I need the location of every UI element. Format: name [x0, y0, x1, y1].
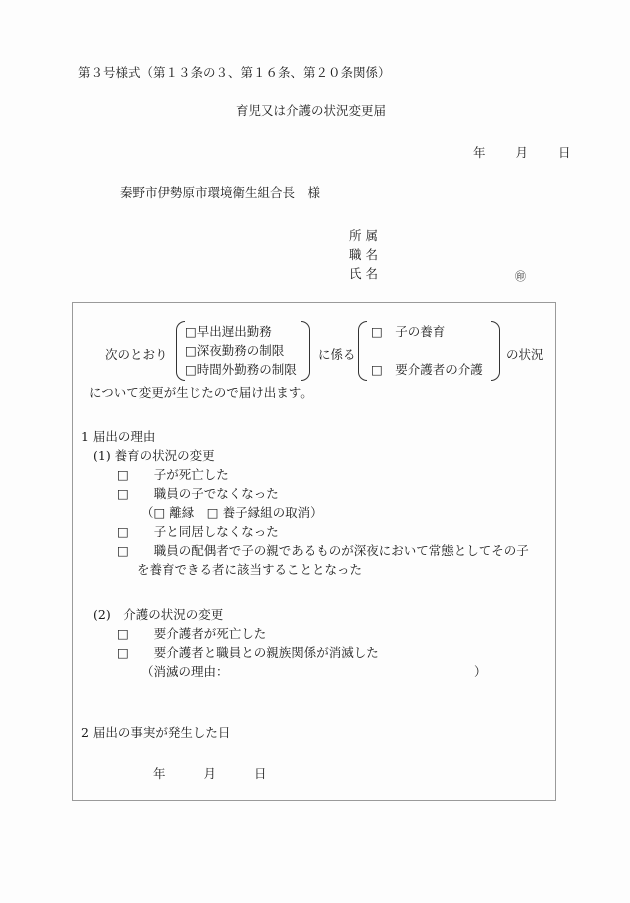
care-options-list: [371, 322, 483, 379]
right-bracket: [301, 321, 310, 381]
intro-middle: に係る: [318, 347, 356, 362]
reason-spouse-can-care-cont: を養育できる者に該当することとなった: [137, 562, 363, 577]
date-year[interactable]: 年: [473, 145, 486, 160]
position-field[interactable]: [349, 245, 529, 264]
affiliation-field[interactable]: [349, 226, 529, 245]
child-rearing-reasons: [117, 465, 529, 579]
care-reasons: [117, 624, 521, 681]
reason-kinship-ended[interactable]: □ 要介護者と職員との親族関係が消滅した: [117, 645, 379, 660]
intro-suffix: の状況: [506, 347, 544, 362]
reason-care-recipient-died[interactable]: □ 要介護者が死亡した: [117, 626, 267, 641]
left-bracket: [358, 321, 367, 381]
occurrence-year[interactable]: 年: [153, 766, 166, 781]
option-early-late-shift[interactable]: □早出遅出勤務: [185, 324, 272, 339]
applicant-block: [349, 226, 529, 283]
name-field[interactable]: [349, 264, 529, 283]
date-day[interactable]: 日: [557, 145, 571, 160]
intro-prefix: 次のとおり: [105, 347, 168, 362]
date-month[interactable]: 月: [515, 145, 528, 160]
reason-ended-close: ）: [474, 664, 487, 679]
position-label: 職名: [349, 247, 383, 262]
submission-date: [473, 147, 570, 160]
option-night-work-limit[interactable]: □深夜勤務の制限: [185, 343, 285, 358]
occurrence-date: [153, 768, 266, 781]
occurrence-month[interactable]: 月: [203, 766, 216, 781]
affiliation-label: 所属: [349, 228, 383, 243]
reason-no-cohabitation[interactable]: □ 子と同居しなくなった: [117, 524, 279, 539]
section1-sub2-heading: (2) 介護の状況の変更: [93, 607, 224, 622]
occurrence-day[interactable]: 日: [253, 766, 267, 781]
reason-child-died[interactable]: □ 子が死亡した: [117, 467, 229, 482]
form-number: 第３号様式（第１３条の３、第１６条、第２０条関係）: [78, 65, 391, 80]
document-title: 育児又は介護の状況変更届: [236, 103, 387, 118]
option-family-care[interactable]: □ 要介護者の介護: [371, 362, 483, 377]
right-bracket: [491, 321, 500, 381]
reason-ended-detail[interactable]: [117, 662, 521, 681]
seal-icon: ㊞: [515, 270, 526, 283]
reason-ended-label: （消滅の理由：: [141, 664, 229, 679]
section2-heading: 2 届出の事実が発生した日: [81, 725, 231, 740]
addressee: 秦野市伊勢原市環境衛生組合長 様: [120, 185, 321, 200]
reason-no-longer-child[interactable]: □ 職員の子でなくなった: [117, 486, 279, 501]
section1-sub1-heading: (1) 養育の状況の変更: [93, 448, 215, 463]
option-overtime-limit[interactable]: □時間外勤務の制限: [185, 362, 297, 377]
work-options-list: [185, 322, 297, 379]
name-label: 氏名: [349, 266, 383, 281]
main-form-box: [72, 302, 556, 801]
intro-closing: について変更が生じたので届け出ます。: [89, 385, 313, 400]
option-child-rearing[interactable]: □ 子の養育: [371, 324, 446, 339]
reason-dissolution-options[interactable]: （□ 離縁 □ 養子縁組の取消）: [141, 505, 323, 520]
reason-spouse-can-care[interactable]: □ 職員の配偶者で子の親であるものが深夜において常態としてその子: [117, 543, 529, 558]
section1-heading: 1 届出の理由: [81, 429, 156, 444]
left-bracket: [176, 321, 185, 381]
